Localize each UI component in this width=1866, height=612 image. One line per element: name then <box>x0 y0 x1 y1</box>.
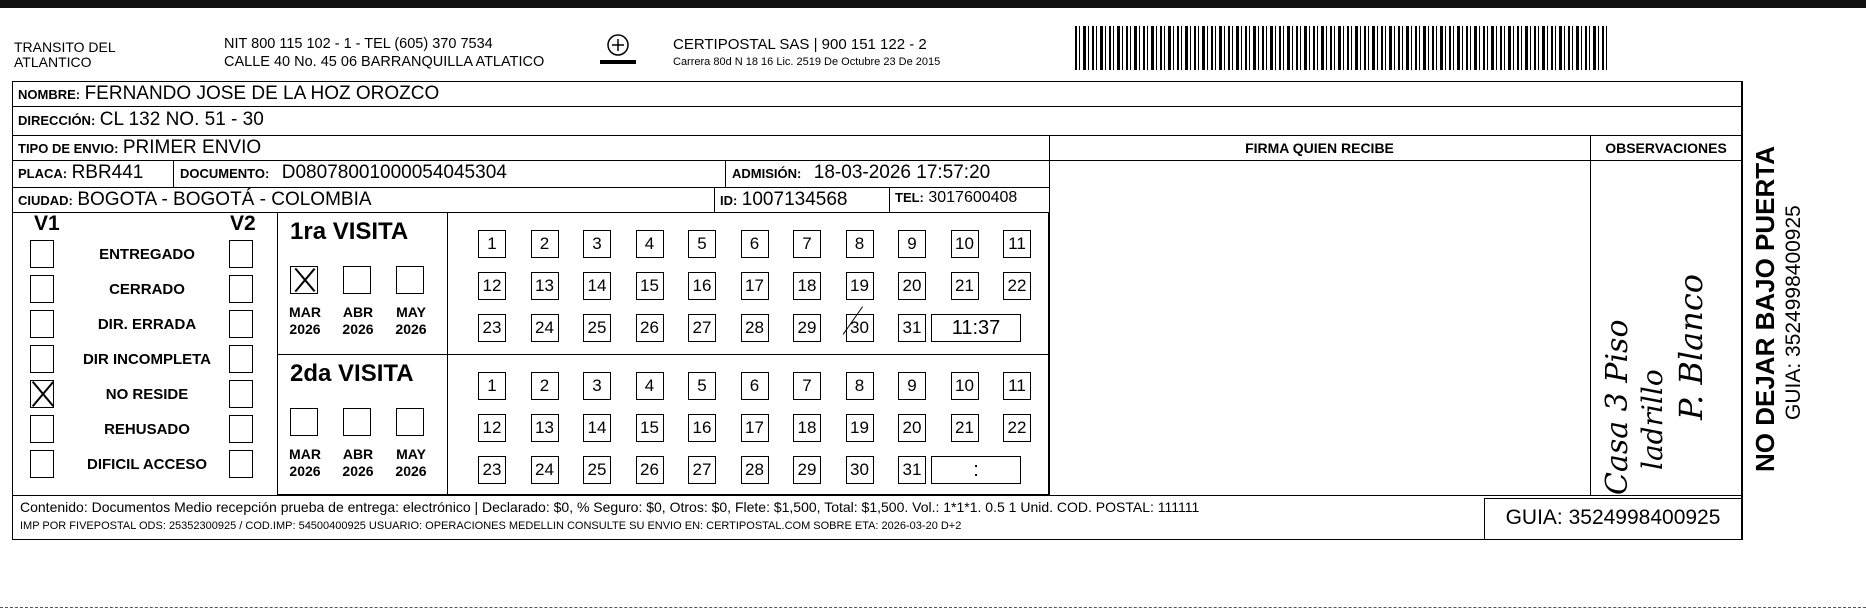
visit2-day-15[interactable]: 15 <box>636 414 664 442</box>
id-label: ID: <box>720 193 738 208</box>
visit2-day-23[interactable]: 23 <box>478 456 506 484</box>
visit1-day-14[interactable]: 14 <box>583 272 611 300</box>
documento-field <box>180 162 507 184</box>
admision-field <box>732 162 990 184</box>
col-line <box>1049 135 1050 495</box>
month-name: ABR <box>342 304 374 320</box>
v1-checkbox-dir-errada[interactable] <box>30 310 54 338</box>
nit-line: NIT 800 115 102 - 1 - TEL (605) 370 7534 <box>224 36 493 52</box>
tipo-value: PRIMER ENVIO <box>122 137 262 158</box>
visit2-month-abr-checkbox[interactable] <box>343 408 371 436</box>
month-name: MAR <box>289 446 321 462</box>
documento-value: D08078001000054045304 <box>281 162 507 183</box>
v1-checkbox-cerrado[interactable] <box>30 275 54 303</box>
status-entregado: ENTREGADO <box>99 246 195 263</box>
v2-checkbox-dir-errada[interactable] <box>229 310 253 338</box>
tel-field <box>895 189 1017 207</box>
col-line <box>889 187 890 212</box>
ciudad-field <box>18 189 372 211</box>
visit1-month-mar-checkbox[interactable] <box>290 266 318 294</box>
v2-label: V2 <box>230 212 256 235</box>
org-contact <box>224 37 544 70</box>
visit1-day-3[interactable]: 3 <box>583 230 611 258</box>
status-no-reside: NO RESIDE <box>105 386 189 403</box>
visit2-month-may-checkbox[interactable] <box>396 408 424 436</box>
col-line <box>447 212 448 495</box>
certipostal-logo-icon <box>598 32 638 68</box>
visit1-day-26[interactable]: 26 <box>636 314 664 342</box>
id-value: 1007134568 <box>741 189 848 210</box>
visit1-month-abr-checkbox[interactable] <box>343 266 371 294</box>
visit2-day-3[interactable]: 3 <box>583 372 611 400</box>
visit2-month-may <box>388 446 434 480</box>
scan-top-edge <box>0 0 1866 8</box>
col-line <box>714 187 715 212</box>
visit2-day-21[interactable]: 21 <box>951 414 979 442</box>
side-guia: GUIA: 3524998400925 <box>1782 205 1805 420</box>
visit2-day-7[interactable]: 7 <box>793 372 821 400</box>
visit2-title: 2da VISITA <box>290 360 414 387</box>
obs-line-1: Casa 3 Piso <box>1600 319 1635 495</box>
status-cerrado: CERRADO <box>109 281 185 298</box>
visit1-day-12[interactable]: 12 <box>478 272 506 300</box>
visit2-day-11[interactable]: 11 <box>1003 372 1031 400</box>
month-year: 2026 <box>342 321 374 337</box>
placa-label: PLACA: <box>18 166 68 181</box>
row-line <box>12 160 1049 161</box>
tel-value: 3017600408 <box>928 189 1018 206</box>
obs-line-2: ladrillo <box>1636 369 1669 470</box>
row-line <box>277 354 1049 355</box>
visit2-day-17[interactable]: 17 <box>741 414 769 442</box>
visit1-day-19[interactable]: 19 <box>846 272 874 300</box>
visit1-day-7[interactable]: 7 <box>793 230 821 258</box>
visit2-day-6[interactable]: 6 <box>741 372 769 400</box>
org-line-1: TRANSITO DEL <box>14 39 116 55</box>
month-year: 2026 <box>289 321 321 337</box>
visit1-month-may <box>388 304 434 338</box>
footer-contenido: Contenido: Documentos Medio recepción prueba de entrega: electrónico | Declarado: $0, % Seguro: $0, Otros: $0, Flete: $1,500, Total: $1,500. Vol.: 1*1*1. 0.5 1 Unid. COD. POSTAL: 111111 <box>20 499 1200 515</box>
v2-checkbox-rehusado[interactable] <box>229 415 253 443</box>
visit1-day-8[interactable]: 8 <box>846 230 874 258</box>
status-dificil-acceso: DIFICIL ACCESO <box>86 456 207 473</box>
footer-imp-line: IMP POR FIVEPOSTAL ODS: 25352300925 / COD.IMP: 54500400925 USUARIO: OPERACIONES MEDELLIN CONSULTE SU ENVIO EN: CERTIPOSTAL.COM SOBRE ETA: 2026-03-20 D+2 <box>20 520 962 532</box>
status-dir-incompleta: DIR INCOMPLETA <box>82 351 212 368</box>
visit1-month-abr <box>335 304 381 338</box>
col-line <box>1590 135 1591 495</box>
visit2-day-9[interactable]: 9 <box>898 372 926 400</box>
tel-label: TEL: <box>895 190 924 205</box>
visit1-day-31[interactable]: 31 <box>898 314 926 342</box>
v1-label: V1 <box>34 212 60 235</box>
month-year: 2026 <box>395 321 427 337</box>
visit1-day-5[interactable]: 5 <box>688 230 716 258</box>
visit1-day-6[interactable]: 6 <box>741 230 769 258</box>
visit2-day-25[interactable]: 25 <box>583 456 611 484</box>
visit1-day-16[interactable]: 16 <box>688 272 716 300</box>
tipo-label: TIPO DE ENVIO: <box>18 141 119 156</box>
visit2-day-4[interactable]: 4 <box>636 372 664 400</box>
visit1-day-11[interactable]: 11 <box>1003 230 1031 258</box>
visit2-day-24[interactable]: 24 <box>531 456 559 484</box>
address-line: CALLE 40 No. 45 06 BARRANQUILLA ATLATICO <box>224 54 545 70</box>
documento-label: DOCUMENTO: <box>180 166 270 181</box>
nombre-field <box>18 83 439 105</box>
visit1-time[interactable]: 11:37 <box>931 314 1021 342</box>
month-year: 2026 <box>395 463 427 479</box>
observaciones-handwriting-2 <box>1636 369 1669 470</box>
month-year: 2026 <box>289 463 321 479</box>
visit2-day-27[interactable]: 27 <box>688 456 716 484</box>
ciudad-label: CIUDAD: <box>18 193 73 208</box>
v1-checkbox-entregado[interactable] <box>30 240 54 268</box>
visit2-month-mar <box>282 446 328 480</box>
visit1-day-4[interactable]: 4 <box>636 230 664 258</box>
nombre-label: NOMBRE: <box>18 87 81 102</box>
visit2-day-28[interactable]: 28 <box>741 456 769 484</box>
obs-line-3: P. Blanco <box>1672 273 1710 420</box>
visit1-day-10[interactable]: 10 <box>951 230 979 258</box>
v2-checkbox-cerrado[interactable] <box>229 275 253 303</box>
placa-value: RBR441 <box>71 162 144 183</box>
col-line <box>1742 81 1743 540</box>
admision-value: 18-03-2026 17:57:20 <box>813 162 991 183</box>
no-dejar-bajo-puerta: NO DEJAR BAJO PUERTA <box>1750 145 1780 472</box>
visit1-month-may-checkbox[interactable] <box>396 266 424 294</box>
guia-box: GUIA: 3524998400925 <box>1484 498 1742 540</box>
org-line-2: ATLANTICO <box>14 54 92 70</box>
ciudad-value: BOGOTA - BOGOTÁ - COLOMBIA <box>77 189 372 210</box>
tipo-envio-field <box>18 137 261 159</box>
visit1-day-1[interactable]: 1 <box>478 230 506 258</box>
visit1-day-20[interactable]: 20 <box>898 272 926 300</box>
v1-checkbox-dificil-acceso[interactable] <box>30 450 54 478</box>
visit1-day-17[interactable]: 17 <box>741 272 769 300</box>
month-name: MAY <box>396 446 426 462</box>
visit1-day-30[interactable]: 30 <box>846 314 874 342</box>
visit2-day-30[interactable]: 30 <box>846 456 874 484</box>
barcode-image <box>1075 26 1610 70</box>
visit1-day-23[interactable]: 23 <box>478 314 506 342</box>
visit2-day-13[interactable]: 13 <box>531 414 559 442</box>
courier-info <box>673 36 940 68</box>
visit1-day-15[interactable]: 15 <box>636 272 664 300</box>
observaciones-handwriting <box>1600 319 1635 495</box>
scan-bottom-edge <box>0 607 1866 608</box>
row-line <box>12 187 1049 188</box>
visit1-day-2[interactable]: 2 <box>531 230 559 258</box>
admision-label: ADMISIÓN: <box>732 166 802 181</box>
visit1-day-18[interactable]: 18 <box>793 272 821 300</box>
visit2-day-12[interactable]: 12 <box>478 414 506 442</box>
month-year: 2026 <box>342 463 374 479</box>
visit1-day-22[interactable]: 22 <box>1003 272 1031 300</box>
visit1-day-21[interactable]: 21 <box>951 272 979 300</box>
visit1-title: 1ra VISITA <box>290 218 409 245</box>
placa-field <box>18 162 143 184</box>
courier-name: CERTIPOSTAL SAS | 900 151 122 - 2 <box>673 36 927 53</box>
observaciones-handwriting-3 <box>1672 274 1710 420</box>
visit1-day-25[interactable]: 25 <box>583 314 611 342</box>
v2-checkbox-entregado[interactable] <box>229 240 253 268</box>
visit2-month-abr <box>335 446 381 480</box>
visit2-day-5[interactable]: 5 <box>688 372 716 400</box>
visit2-day-18[interactable]: 18 <box>793 414 821 442</box>
v2-checkbox-dificil-acceso[interactable] <box>229 450 253 478</box>
visit1-month-mar <box>282 304 328 338</box>
v1-checkbox-dir-incompleta[interactable] <box>30 345 54 373</box>
visit1-day-27[interactable]: 27 <box>688 314 716 342</box>
row-line <box>12 135 1742 136</box>
status-rehusado: REHUSADO <box>104 421 190 438</box>
visit2-day-19[interactable]: 19 <box>846 414 874 442</box>
visit2-month-mar-checkbox[interactable] <box>290 408 318 436</box>
v1-checkbox-no-reside[interactable] <box>30 380 54 408</box>
nombre-value: FERNANDO JOSE DE LA HOZ OROZCO <box>84 83 440 104</box>
status-dir-errada: DIR. ERRADA <box>97 316 197 333</box>
v2-checkbox-dir-incompleta[interactable] <box>229 345 253 373</box>
visit2-day-2[interactable]: 2 <box>531 372 559 400</box>
month-name: ABR <box>342 446 374 462</box>
col-line <box>173 160 174 187</box>
visit1-day-9[interactable]: 9 <box>898 230 926 258</box>
observaciones-header: OBSERVACIONES <box>1605 140 1727 156</box>
row-line <box>1049 160 1742 161</box>
direccion-value: CL 132 NO. 51 - 30 <box>99 109 264 130</box>
visit2-day-26[interactable]: 26 <box>636 456 664 484</box>
visit2-day-8[interactable]: 8 <box>846 372 874 400</box>
visit2-day-16[interactable]: 16 <box>688 414 716 442</box>
v1-checkbox-rehusado[interactable] <box>30 415 54 443</box>
month-name: MAR <box>289 304 321 320</box>
visit2-day-22[interactable]: 22 <box>1003 414 1031 442</box>
visit1-day-24[interactable]: 24 <box>531 314 559 342</box>
visit2-day-31[interactable]: 31 <box>898 456 926 484</box>
col-line <box>725 160 726 187</box>
visit2-day-10[interactable]: 10 <box>951 372 979 400</box>
visit2-day-29[interactable]: 29 <box>793 456 821 484</box>
courier-license: Carrera 80d N 18 16 Lic. 2519 De Octubre 23 De 2015 <box>673 56 941 68</box>
visit1-day-29[interactable]: 29 <box>793 314 821 342</box>
row-line <box>12 106 1742 107</box>
visit2-day-14[interactable]: 14 <box>583 414 611 442</box>
visit1-day-13[interactable]: 13 <box>531 272 559 300</box>
direccion-field <box>18 109 264 131</box>
firma-header: FIRMA QUIEN RECIBE <box>1245 140 1394 156</box>
visit2-day-20[interactable]: 20 <box>898 414 926 442</box>
row-line <box>12 495 1742 496</box>
visit2-day-1[interactable]: 1 <box>478 372 506 400</box>
visit2-time[interactable]: : <box>931 456 1021 484</box>
visit1-day-28[interactable]: 28 <box>741 314 769 342</box>
v2-checkbox-no-reside[interactable] <box>229 380 253 408</box>
month-name: MAY <box>396 304 426 320</box>
org-name <box>14 40 116 70</box>
direccion-label: DIRECCIÓN: <box>18 113 96 128</box>
id-field <box>720 189 847 211</box>
